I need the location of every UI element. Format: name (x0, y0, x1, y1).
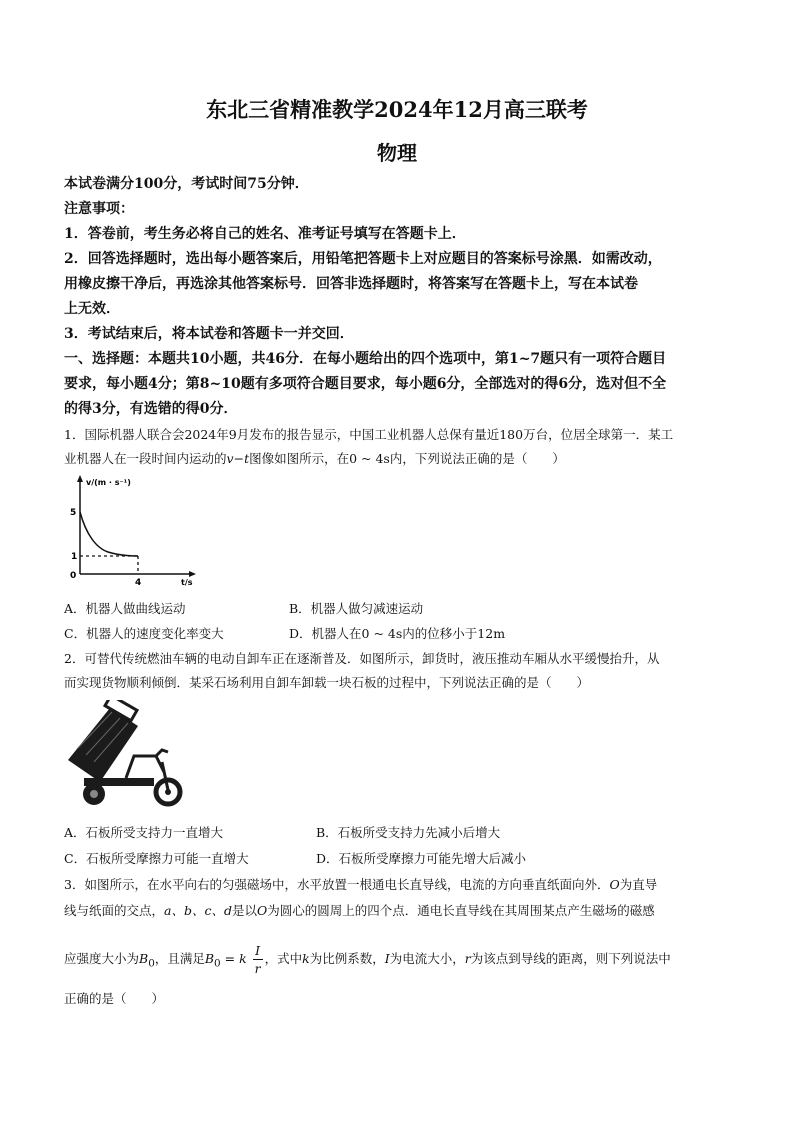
q3-line-3: 应强度大小为$B_0$，且满足$B_0 = k$ $\frac{I}{r}$ ，式中k为比例系数，I为电流大小，r为该点到导线的距离，则下列说法中 (64, 943, 671, 976)
q2-line-1: 2．可替代传统燃油车辆的电动自卸车正在逐渐普及．如图所示，卸货时，液压推动车厢从水平缓慢抬升，从 (64, 651, 660, 666)
vt-graph (66, 474, 206, 589)
score-line: 本试卷满分100分，考试时间75分钟． (64, 176, 309, 192)
vt-tick-5: 5 (70, 508, 77, 518)
q1-option-c: C．机器人的速度变化率变大 (64, 626, 224, 641)
section-1-line-2: 要求，每小题4分；第8~10题有多项符合题目要求，每小题6分，全部选对的得6分，选对但不全 (64, 376, 667, 392)
q1-option-a: A．机器人做曲线运动 (64, 601, 186, 616)
note-2-line-2: 用橡皮擦干净后，再选涂其他答案标号．回答非选择题时，将答案写在答题卡上，写在本试卷 (64, 276, 638, 292)
vt-curve (80, 512, 138, 556)
fraction-i-over-r: $\frac{I}{r}$ (254, 943, 261, 976)
q2-option-b: B．石板所受支持力先减小后增大 (316, 825, 501, 840)
note-2-line-3: 上无效． (64, 301, 120, 317)
q2-option-a: A．石板所受支持力一直增大 (64, 825, 224, 840)
handlebar (156, 750, 168, 756)
q1-option-d: D．机器人在0 ~ 4s内的位移小于12m (289, 626, 506, 641)
q1-option-b: B．机器人做匀减速运动 (289, 601, 424, 616)
note-2-line-1: 2．回答选择题时，选出每小题答案后，用铅笔把答题卡上对应题目的答案标号涂黑．如需改动， (64, 251, 662, 267)
cabin-frame (126, 756, 164, 778)
section-1-line-1: 一、选择题：本题共10小题，共46分．在每小题给出的四个选项中，第1~7题只有一项符合题目 (64, 351, 667, 367)
vt-x-arrow (189, 571, 196, 577)
vt-tick-1: 1 (71, 552, 78, 562)
vt-y-arrow (77, 475, 83, 482)
vt-tick-4: 4 (135, 578, 142, 588)
q1-line-2: 业机器人在一段时间内运动的v−t图像如图所示，在0 ~ 4s内，下列说法正确的是（ ） (64, 451, 565, 466)
q3-line-4: 正确的是（ ） (64, 991, 165, 1006)
q2-option-d: D．石板所受摩擦力可能先增大后减小 (316, 851, 527, 866)
section-1-line-3: 的得3分，有选错的得0分． (64, 401, 238, 417)
q2-line-2: 而实现货物顺利倾倒．某采石场利用自卸车卸载一块石板的过程中，下列说法正确的是（ ） (64, 675, 590, 690)
q3-line-1: 3．如图所示，在水平向右的匀强磁场中，水平放置一根通电长直导线，电流的方向垂直纸面向外．O为直导 (64, 877, 658, 892)
vt-xlabel: t/s (181, 578, 193, 587)
exam-title: 东北三省精准教学2024年12月高三联考 (206, 97, 588, 122)
notes-heading: 注意事项： (64, 201, 134, 217)
note-1: 1．答卷前，考生务必将自己的姓名、准考证号填写在答题卡上． (64, 226, 466, 242)
q1-line-1: 1．国际机器人联合会2024年9月发布的报告显示，中国工业机器人总保有量近180万台，位居全球第一．某工 (64, 427, 674, 442)
dump-tricycle-picture (64, 700, 186, 808)
subject-title: 物理 (377, 141, 417, 165)
q2-option-c: C．石板所受摩擦力可能一直增大 (64, 851, 249, 866)
note-3: 3．考试结束后，将本试卷和答题卡一并交回． (64, 326, 354, 342)
vt-ylabel: v/(m · s⁻¹) (86, 478, 131, 487)
q3-line-2: 线与纸面的交点，a、b、c、d是以O为圆心的圆周上的四个点．通电长直导线在其周围某点产生磁场的磁感 (64, 903, 655, 918)
vt-origin: 0 (70, 571, 77, 581)
